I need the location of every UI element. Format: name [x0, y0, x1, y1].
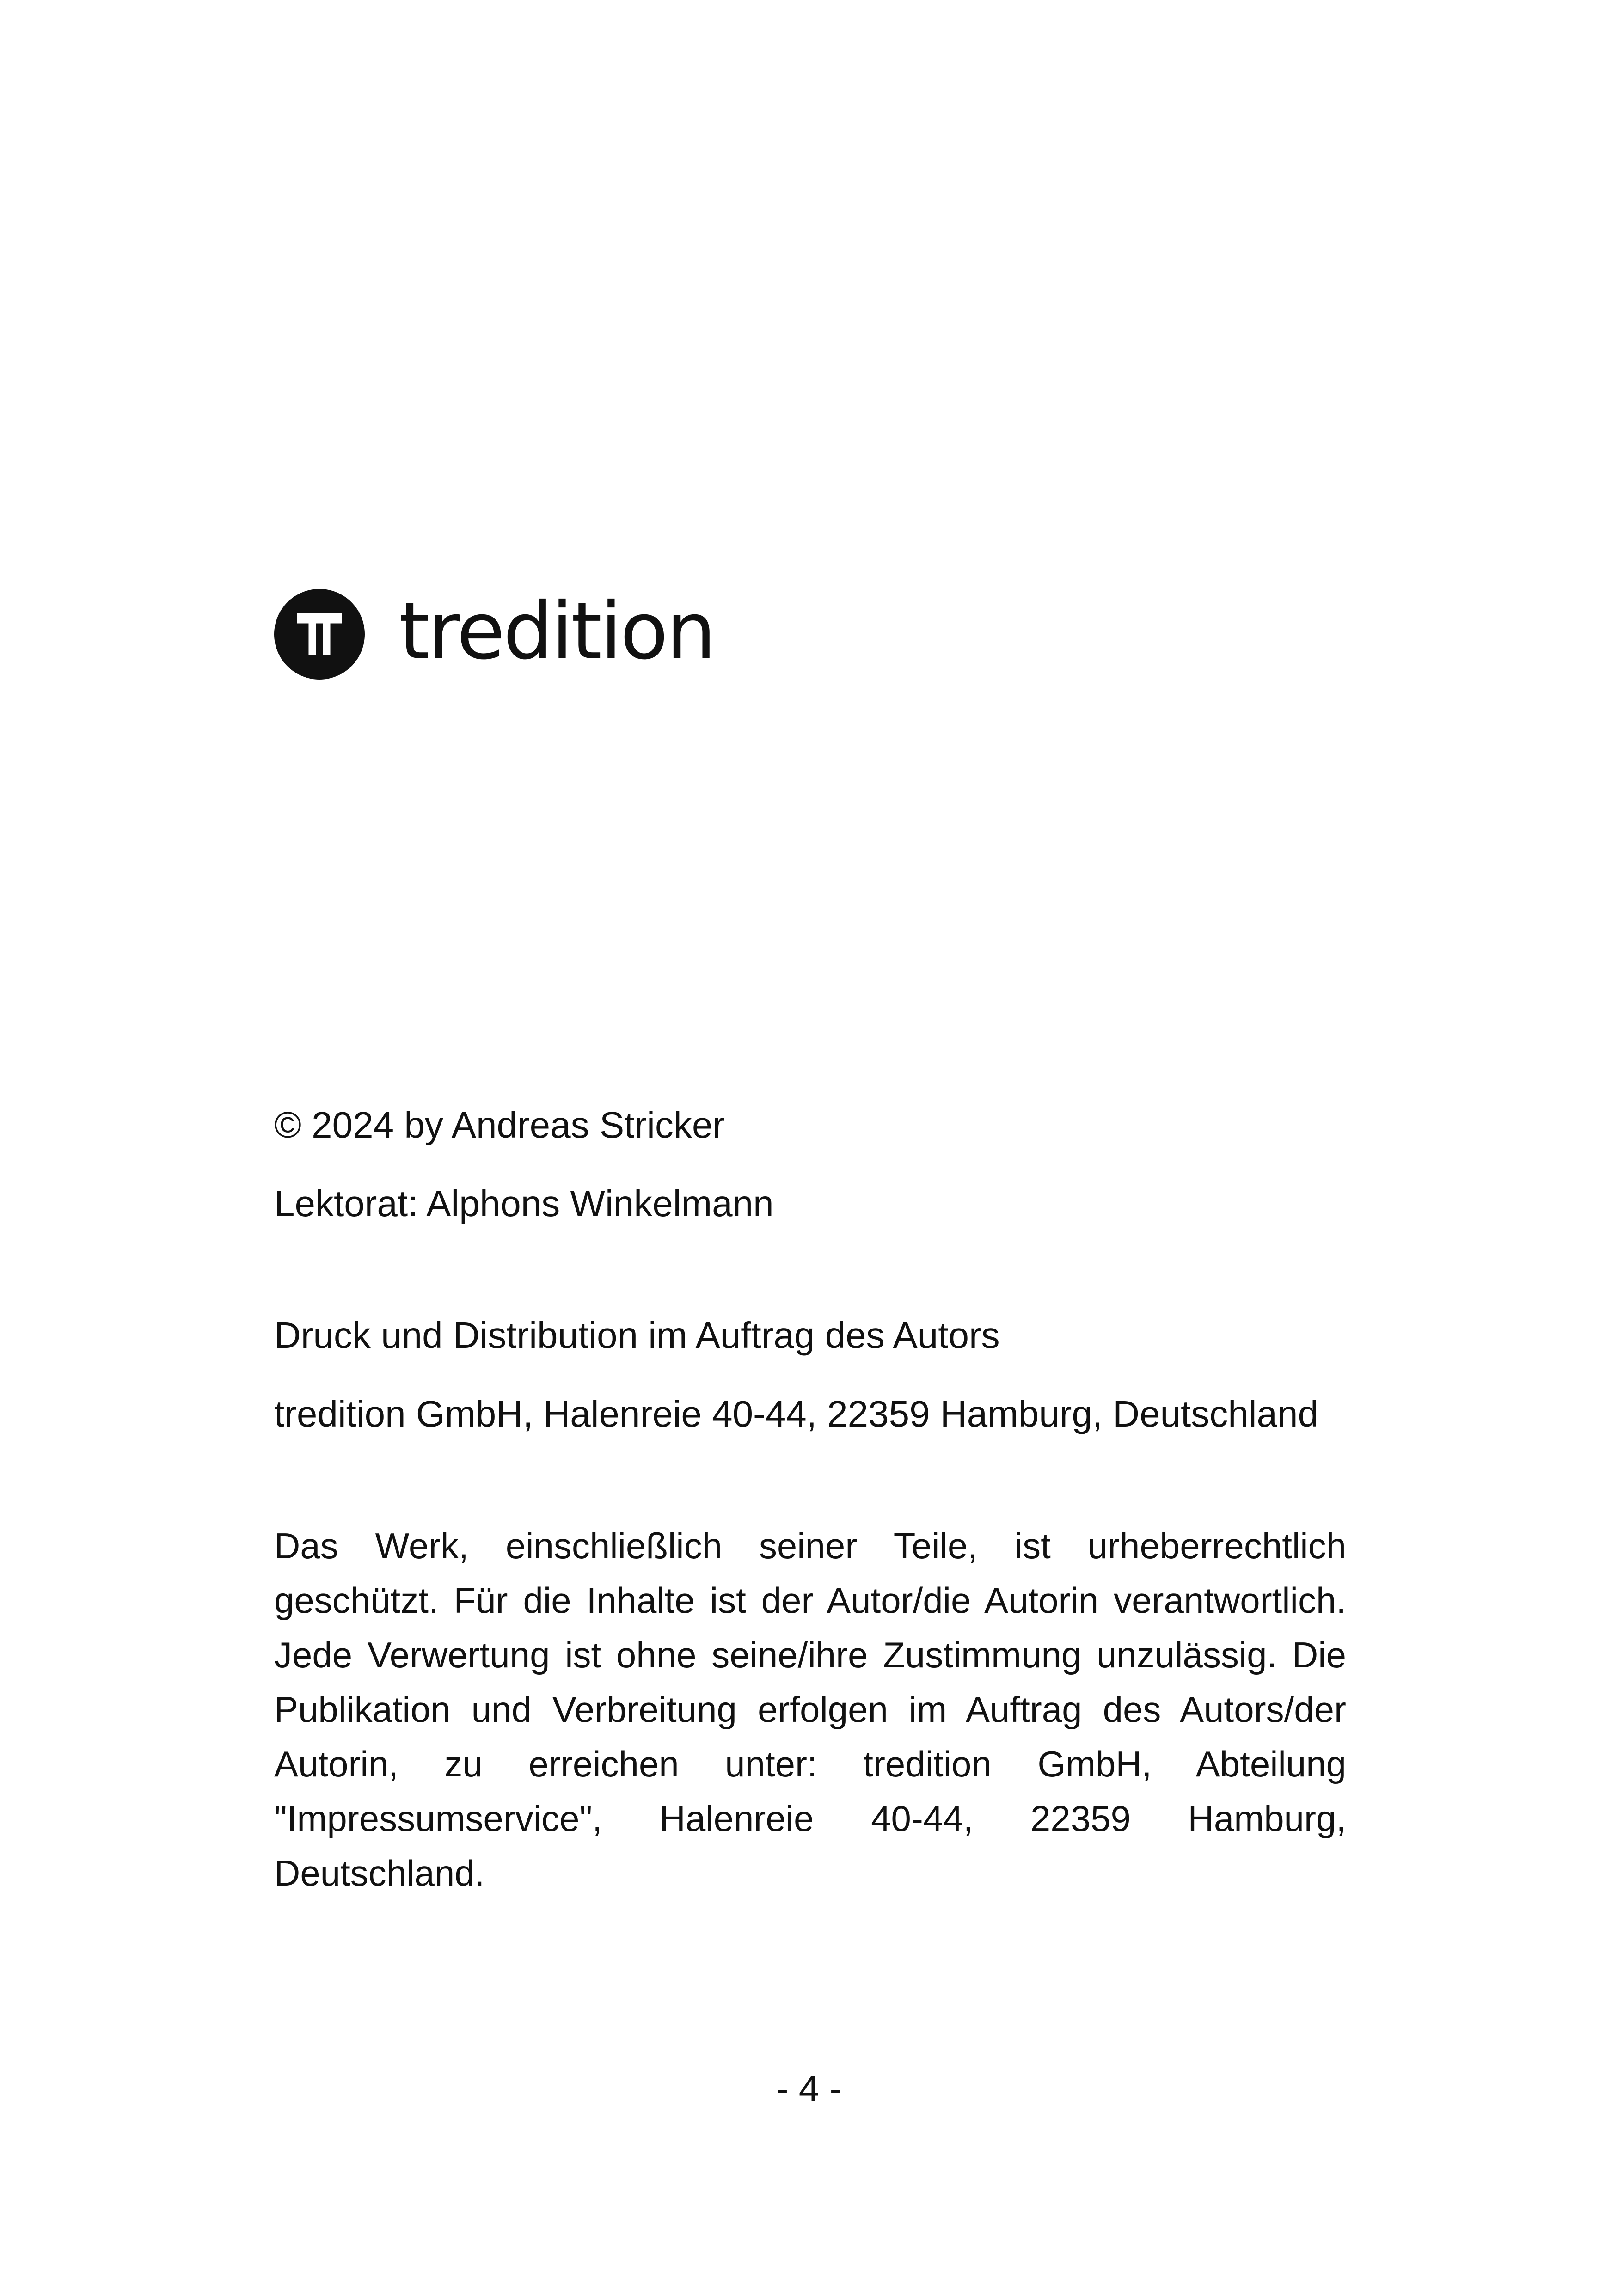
publisher-address-text: tredition GmbH, Halenreie 40-44, 22359 Hamburg, Deutschland: [274, 1393, 1319, 1434]
legal-notice: Das Werk, einschließlich seiner Teile, ist urheberrechtlich geschützt. Für die Inhalte ist der Autor/die Autorin verantwortlich. Jede Verwertung ist ohne seine/ihre Zustimmung unzulässig. Die Publikation und Verbreitung erfolgen im Auftrag des Autors/der Autorin, zu erreichen unter: tredition GmbH, Abteilung "Impressumservice", Halenreie 40-44, 22359 Hamburg, Deutschland.: [274, 1525, 1346, 1893]
publisher-wordmark: tredition: [399, 586, 715, 677]
editor-line: [274, 1176, 1346, 1231]
copyright-text: © 2024 by Andreas Stricker: [274, 1104, 725, 1145]
printing-line: [274, 1308, 1346, 1363]
printing-text: Druck und Distribution im Auftrag des Autors: [274, 1315, 1000, 1356]
tredition-logo-icon: [274, 589, 365, 680]
publisher-address-line: [274, 1387, 1346, 1441]
copyright-line: [274, 1098, 1346, 1152]
publisher-logo: [274, 586, 715, 680]
editor-text: Lektorat: Alphons Winkelmann: [274, 1183, 774, 1224]
page-number: - 4 -: [776, 2068, 842, 2109]
